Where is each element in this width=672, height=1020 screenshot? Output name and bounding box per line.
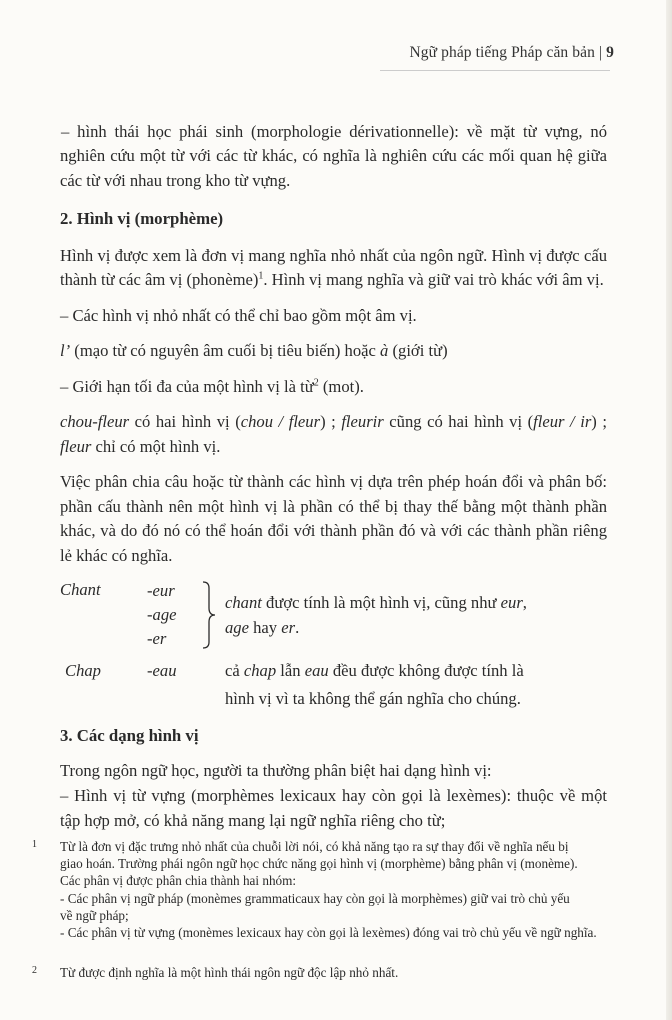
paragraph-chou-fleur bbox=[60, 410, 607, 459]
example-chap-desc-line2: hình vị vì ta không thể gán nghĩa cho chúng. bbox=[225, 689, 521, 708]
morpheme-example-block bbox=[60, 578, 607, 738]
p6-d: ) ; bbox=[320, 412, 342, 431]
example-chap-desc-line1 bbox=[225, 659, 524, 684]
running-header bbox=[0, 44, 614, 62]
cd4: , bbox=[522, 593, 527, 612]
p4-preposition: à bbox=[380, 341, 389, 360]
page-number: 9 bbox=[606, 44, 614, 61]
heading-morpheme-types: 3. Các dạng hình vị bbox=[60, 726, 199, 745]
paragraph-derivational bbox=[60, 95, 607, 193]
footnote-1-line-3: Các phân vị được phân chia thành hai nhóm: bbox=[60, 873, 297, 889]
p4-article: l’ bbox=[60, 341, 71, 360]
p6-f: cũng có hai hình vị ( bbox=[383, 412, 534, 431]
p6-c: chou / fleur bbox=[240, 412, 321, 431]
cd8: . bbox=[295, 618, 300, 637]
p5-text-a: – Giới hạn tối đa của một hình vị là từ bbox=[60, 376, 314, 396]
header-title: Ngữ pháp tiếng Pháp căn bản bbox=[409, 44, 595, 61]
cd7: er bbox=[281, 618, 296, 637]
footnote-1-line-5: về ngữ pháp; bbox=[60, 907, 129, 923]
paragraph-two-types: Trong ngôn ngữ học, người ta thường phân biệt hai dạng hình vị: bbox=[60, 760, 492, 780]
paragraph-max-morpheme bbox=[60, 375, 607, 400]
chd4: eau bbox=[304, 661, 329, 680]
p6-j: chỉ có một hình vị. bbox=[91, 436, 221, 456]
footnote-1-line-4: - Các phân vị ngữ pháp (monèmes grammaticaux hay còn gọi là morphèmes) giữ vai trò chủ yếu bbox=[60, 890, 570, 906]
p6-e: fleurir bbox=[341, 412, 384, 431]
paragraph-morpheme-def bbox=[60, 244, 607, 293]
page-body bbox=[60, 95, 607, 833]
chd5: đều được không được tính là bbox=[328, 661, 524, 680]
header-rule bbox=[380, 70, 610, 71]
page-edge bbox=[666, 0, 672, 1020]
example-chap: Chap bbox=[65, 661, 101, 680]
chd3: lẫn bbox=[276, 661, 305, 680]
cd3: eur bbox=[500, 593, 523, 612]
p6-a: chou-fleur bbox=[60, 412, 130, 431]
p6-b: có hai hình vị ( bbox=[129, 412, 241, 431]
paragraph-derivational-text: – hình thái học phái sinh (morphologie dérivationnelle): về mặt từ vựng, nó nghiên cứu một từ với các từ khác, có nghĩa là nghiên cứu các mối quan hệ giữa các từ với nhau trong kho từ vựng. bbox=[60, 121, 607, 190]
example-chant-desc-line1 bbox=[225, 591, 527, 616]
example-suffix-eau: -eau bbox=[147, 661, 177, 680]
footnote-2-mark: 2 bbox=[32, 965, 37, 976]
p2-text-a: Hình vị được xem là đơn vị mang nghĩa nhỏ nhất của ngôn ngữ. Hình vị được cấu thành từ các âm vị (phonème) bbox=[60, 245, 607, 289]
paragraph-min-morpheme: – Các hình vị nhỏ nhất có thể chỉ bao gồm một âm vị. bbox=[60, 305, 417, 325]
example-suffix-er: -er bbox=[147, 629, 167, 648]
example-suffix-age: -age bbox=[147, 605, 177, 624]
p6-i: fleur bbox=[60, 436, 92, 456]
paragraph-segmentation: Việc phân chia câu hoặc từ thành các hình vị dựa trên phép hoán đổi và phân bố: phần cấu thành nên một hình vị là phần có thể bị thay thế bằng một thành phần khác, và do đó nó có thể hoán đổi với thành phần đó và với các thành phần riêng lẻ khác có nghĩa. bbox=[60, 472, 607, 565]
footnote-2 bbox=[32, 964, 605, 981]
cd6: hay bbox=[248, 618, 282, 637]
paragraph-example-article bbox=[60, 339, 607, 364]
p4-text-d: (giới từ) bbox=[388, 341, 448, 360]
footnote-1-mark: 1 bbox=[32, 839, 37, 850]
header-separator: | bbox=[598, 44, 603, 61]
paragraph-lexical-morpheme: – Hình vị từ vựng (morphèmes lexicaux hay còn gọi là lexèmes): thuộc về một tập hợp mở, có khả năng mang lại ngữ nghĩa riêng cho từ; bbox=[60, 786, 607, 830]
example-suffix-eur: -eur bbox=[147, 581, 175, 600]
example-chant-desc-line2 bbox=[225, 616, 299, 641]
chd2: chap bbox=[243, 661, 277, 680]
cd2: được tính là một hình vị, cũng như bbox=[261, 593, 501, 612]
p6-g: fleur / ir bbox=[533, 412, 592, 431]
cd5: age bbox=[225, 618, 249, 637]
footnote-1-line-1: Từ là đơn vị đặc trưng nhỏ nhất của chuỗi lời nói, có khả năng tạo ra sự thay đổi về nghĩa nếu bị bbox=[60, 839, 569, 854]
footnote-1 bbox=[32, 838, 605, 941]
cd1: chant bbox=[225, 593, 262, 612]
p5-text-b: (mot). bbox=[318, 376, 364, 396]
brace-icon bbox=[200, 580, 218, 650]
footnote-1-line-6: - Các phân vị từ vựng (monèmes lexicaux hay còn gọi là lexèmes) đóng vai trò chủ yếu về ngữ nghĩa. bbox=[60, 925, 597, 941]
p4-text-b: (mạo từ có nguyên âm cuối bị tiêu biến) hoặc bbox=[70, 341, 381, 360]
chd1: cả bbox=[225, 661, 244, 680]
footnote-2-line-1: Từ được định nghĩa là một hình thái ngôn ngữ độc lập nhỏ nhất. bbox=[60, 965, 399, 980]
example-chant: Chant bbox=[60, 580, 101, 599]
heading-morpheme: 2. Hình vị (morphème) bbox=[60, 209, 224, 228]
p6-h: ) ; bbox=[591, 412, 607, 431]
footnote-1-line-2: giao hoán. Trường phái ngôn ngữ học chức năng gọi hình vị (morphème) bằng phân vị (monème). bbox=[60, 856, 578, 872]
p2-text-b: . Hình vị mang nghĩa và giữ vai trò khác với âm vị. bbox=[263, 270, 604, 289]
footnote-ref-1[interactable]: 1 bbox=[258, 270, 264, 282]
footnote-ref-2[interactable]: 2 bbox=[313, 376, 319, 388]
